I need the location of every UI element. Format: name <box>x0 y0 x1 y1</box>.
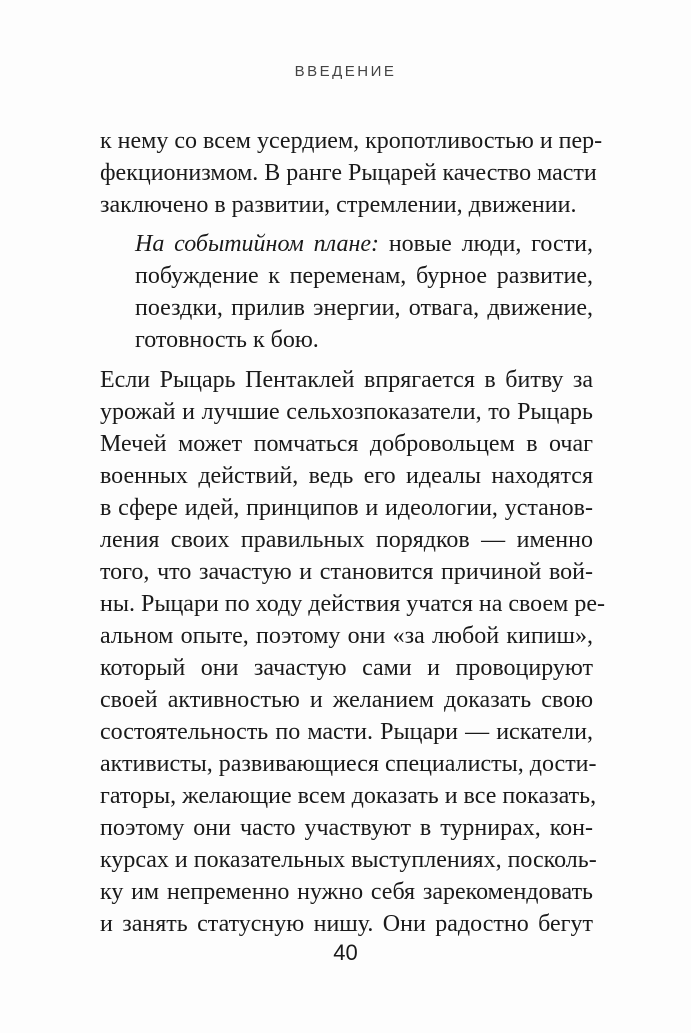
text-line: состоятельность по масти. Рыцари — искатели, <box>100 719 593 745</box>
quote-line <box>135 229 593 259</box>
text-line: заключено в развитии, стремлении, движении. <box>100 192 577 218</box>
quote-text: новые люди, гости, <box>379 231 593 257</box>
text-line: Если Рыцарь Пентаклей впрягается в битву за <box>100 367 593 393</box>
text-line: урожай и лучшие сельхозпоказатели, то Рыцарь <box>100 399 593 425</box>
quote-line: побуждение к переменам, бурное развитие, <box>135 263 593 289</box>
quote-label: На событийном плане: <box>135 231 379 257</box>
text-line: активисты, развивающиеся специалисты, дости- <box>100 751 597 777</box>
text-line: ку им непременно нужно себя зарекомендовать <box>100 879 593 905</box>
text-line: который они зачастую сами и провоцируют <box>100 655 593 681</box>
text-line: альном опыте, поэтому они «за любой кипиш», <box>100 623 593 649</box>
quote-line: готовность к бою. <box>135 327 319 353</box>
text-line: того, что зачастую и становится причиной вой- <box>100 559 593 585</box>
quote-line: поездки, прилив энергии, отвага, движение, <box>135 295 593 321</box>
text-line: Мечей может помчаться добровольцем в очаг <box>100 431 593 457</box>
text-line: и занять статусную нишу. Они радостно бегут <box>100 911 593 937</box>
text-line: ны. Рыцари по ходу действия учатся на своем ре- <box>100 591 605 617</box>
text-line: военных действий, ведь его идеалы находятся <box>100 463 593 489</box>
text-line: курсах и показательных выступлениях, посколь- <box>100 847 597 873</box>
text-line: к нему со всем усердием, кропотливостью и пер- <box>100 128 603 154</box>
page-number: 40 <box>333 940 358 965</box>
text-line: своей активностью и желанием доказать свою <box>100 687 593 713</box>
text-line: фекционизмом. В ранге Рыцарей качество масти <box>100 160 597 186</box>
section-header: ВВЕДЕНИЕ <box>294 63 397 80</box>
text-line: поэтому они часто участвуют в турнирах, кон- <box>100 815 593 841</box>
text-line: ления своих правильных порядков — именно <box>100 527 593 553</box>
text-line: в сфере идей, принципов и идеологии, установ- <box>100 495 593 521</box>
text-line: гаторы, желающие всем доказать и все показать, <box>100 783 597 809</box>
